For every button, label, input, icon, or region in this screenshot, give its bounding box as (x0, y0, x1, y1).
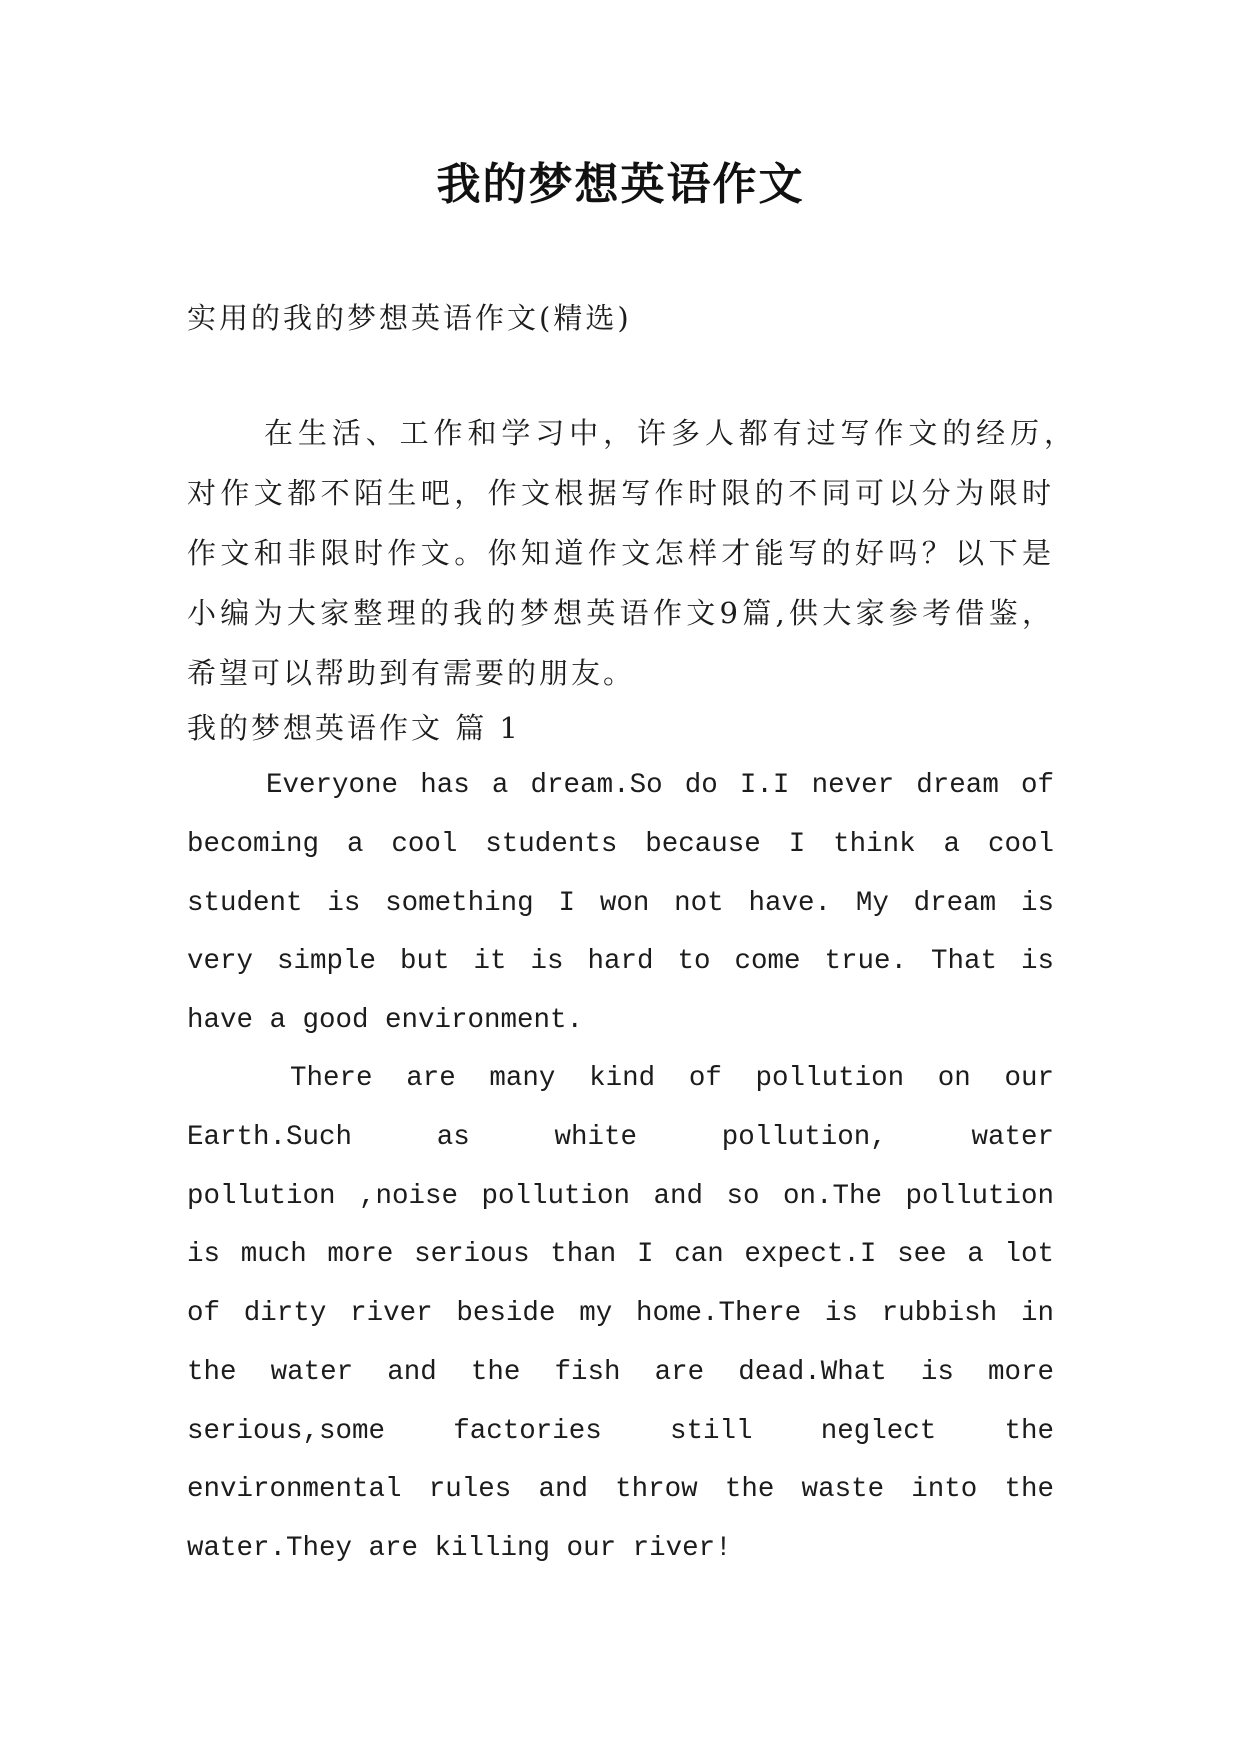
paragraph-line: pollution ,noise pollution and so on.The pollution (187, 1180, 1054, 1212)
paragraph-line: serious,some factories still neglect the (187, 1415, 1054, 1447)
section-heading (187, 698, 1054, 758)
essay-paragraph-2 (187, 1050, 1054, 1579)
intro-paragraph (187, 403, 1076, 703)
paragraph-line: environmental rules and throw the waste into the (187, 1474, 1054, 1506)
paragraph-line: Everyone has a dream.So do I.I never dream of (266, 770, 1054, 801)
section-heading-text: 我的梦想英语作文 篇 1 (187, 711, 521, 745)
paragraph-line: of dirty river beside my home.There is rubbish in (187, 1298, 1054, 1329)
paragraph-line: the water and the fish are dead.What is more (187, 1356, 1054, 1388)
paragraph-line: student is something I won not have. My dream is (187, 887, 1054, 919)
paragraph-line: There are many kind of pollution on our (290, 1063, 1054, 1094)
paragraph-line: have a good environment. (187, 1005, 584, 1037)
paragraph-line: water.They are killing our river! (187, 1533, 732, 1564)
paragraph-line: 对作文都不陌生吧，作文根据写作时限的不同可以分为限时 (187, 476, 1054, 510)
essay-paragraph-1 (187, 757, 1054, 1051)
document-subtitle (187, 288, 1054, 348)
paragraph-line: 小编为大家整理的我的梦想英语作文9篇,供大家参考借鉴， (187, 596, 1054, 630)
paragraph-line: Earth.Such as white pollution, water (187, 1121, 1054, 1153)
document-title: 我的梦想英语作文 (436, 159, 805, 210)
paragraph-line: very simple but it is hard to come true. That is (187, 946, 1054, 978)
subtitle-text: 实用的我的梦想英语作文(精选) (187, 301, 632, 335)
paragraph-line: 作文和非限时作文。你知道作文怎样才能写的好吗？以下是 (187, 536, 1054, 570)
paragraph-line: 希望可以帮助到有需要的朋友。 (187, 656, 636, 690)
paragraph-line: 在生活、工作和学习中，许多人都有过写作文的经历， (264, 416, 1076, 450)
paragraph-line: becoming a cool students because I think a cool (187, 828, 1054, 860)
paragraph-line: is much more serious than I can expect.I see a lot (187, 1239, 1054, 1271)
